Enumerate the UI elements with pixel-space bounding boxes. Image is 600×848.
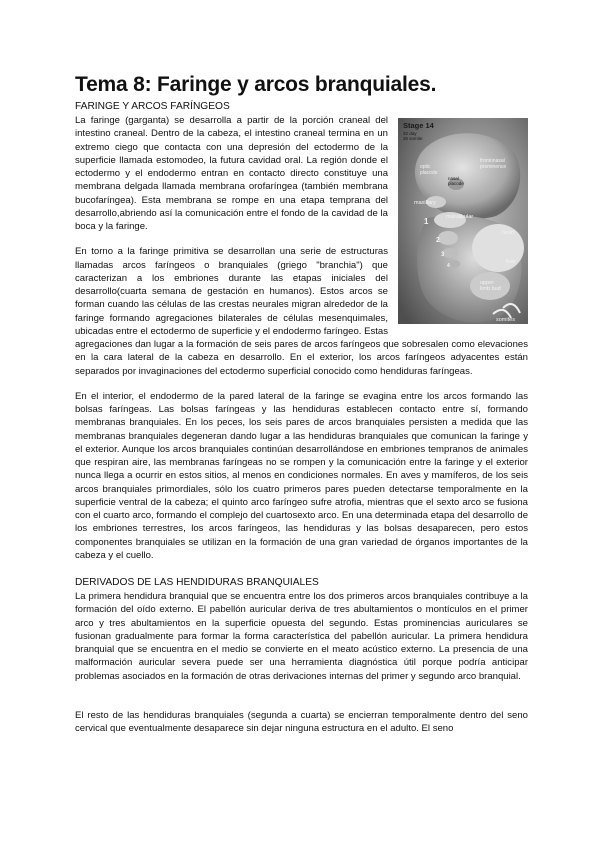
- embryo-figure: [398, 118, 528, 324]
- figure-days-label: 32 day: [403, 131, 417, 136]
- paragraph: En torno a la faringe primitiva se desarrollan una serie de estructuras llamadas arcos faríngeos o branquiales (griego "branchia") que caracterizan a los embriones durante las etapas iniciales del desarrollo(cuarta semana de gestación en humanos). Estos arcos se forman cuando las células de las crestas neurales migran alrededor de la faringe formando agregaciones bilaterales de células mesenquimales, ubicadas entre el ectodermo de superficie y el endodermo faríngeo. Estas agregaciones dan lugar a la formación de seis pares de arcos faríngeos que sobresalen como elevaciones en la cara lateral de la cabeza en desarrollo. En el exterior, los arcos faríngeos adyacentes están separados por invaginaciones del ectodermo superficial conocido como hendiduras faríngeas.: [75, 246, 528, 377]
- section-heading-pharynx: FARINGE Y ARCOS FARÍNGEOS: [75, 101, 230, 112]
- label-arch-1: 1: [424, 217, 429, 226]
- label-heart: heart: [502, 230, 515, 236]
- label-liver: liver: [506, 259, 517, 265]
- section-heading-clefts: DERIVADOS DE LAS HENDIDURAS BRANQUIALES: [75, 577, 319, 588]
- label-arch-3: 3: [441, 252, 445, 258]
- embryo-photo: [398, 118, 528, 324]
- page-title: Tema 8: Faringe y arcos branquiales.: [75, 73, 437, 96]
- label-arch-2: 2: [436, 237, 440, 244]
- paragraph: El resto de las hendiduras branquiales (segunda a cuarta) se encierran temporalmente dentro del seno cervical que eventualmente desaparece sin dejar ninguna estructura en el adulto. El seno: [75, 709, 528, 734]
- embryo-illustration: [398, 118, 528, 324]
- document-page: [75, 72, 528, 735]
- label-maxillary: maxillary: [414, 200, 436, 206]
- label-frontonasal-prominence: frontonasal prominence: [480, 158, 507, 170]
- label-nasal-placode: nasal placode: [448, 176, 464, 186]
- paragraph: En el interior, el endodermo de la pared lateral de la faringe se evagina entre los arcos formando las bolsas faríngeas. Las bolsas faríngeas y las hendiduras establecen contacto entre sí, formando membranas branquiales. En los peces, los seis pares de arcos branquiales persisten a medida que las membranas branquiales degeneran dando lugar a las hendiduras branquiales que comunican la faringe y el exterior. Aunque los arcos branquiales continúan desarrollándose en embriones tempranos de animales que respiran aire, las membranas faríngeas no se rompen y la comunicación entre la faringe y el exterior nunca llega a ocurrir en estos sitios, al menos en condiciones normales. En aves y mamíferos, de los seis arcos branquiales primordiales, sólo los cuatro primeros pares pueden detectarse temporalmente en la superficie ventral de la cabeza; el quinto arco faríngeo sufre atrofia, mientras que el sexto arco se fusiona con el cuarto arco, formando el complejo del cuartosexto arco. En una determinada etapa del desarrollo de los embriones terrestres, los arcos faríngeos, las hendiduras y las bolsas desaparecen, pero estos componentes branquiales se utilizan en la formación de una gran variedad de órganos importantes de la cabeza y el cuello.: [75, 390, 528, 561]
- paragraph: La primera hendidura branquial que se encuentra entre los dos primeros arcos branquiales contribuye a la formación del oído externo. El pabellón auricular deriva de tres abultamientos o montículos en el primer arco y tres abultamientos en la superficie opuesta del segundo. Estas prominencias auriculares se fusionan gradualmente para formar la forma característica del pabellón auricular. La primera hendidura branquial que se encuentra en el medio se convierte en el meato acústico externo. La presencia de una malformación auricular severa puede ser una herramienta diagnóstica útil porque podría anticipar problemas asociados en la formación de otras derivaciones internas del primer y segundo arco branquial.: [75, 591, 528, 682]
- label-upper-limb-bud: upper limb bud: [480, 280, 501, 292]
- label-somites: somites: [496, 317, 515, 323]
- figure-somites-count-label: 35 somite: [403, 136, 423, 141]
- label-mandibular: mandibular: [446, 214, 474, 220]
- label-optic-placode: optic placode: [420, 164, 438, 176]
- label-arch-4: 4: [447, 263, 450, 269]
- paragraph: La faringe (garganta) se desarrolla a partir de la porción craneal del intestino craneal. Dentro de la cabeza, el intestino craneal termina en un extremo ciego que contacta con una depresión del ectodermo de la superficie llamada estomodeo, la futura cavidad oral. La región donde el ectodermo y el endodermo entran en contacto directo constituye una membrana delgada llamada membrana orofaríngea (también membrana bucofaríngea). Esta membrana se rompe en una etapa temprana del desarrollo,abriendo así la comunicación entre el fondo de la cavidad de la boca y la faringe.: [75, 115, 388, 232]
- figure-stage-label: Stage 14: [403, 121, 434, 130]
